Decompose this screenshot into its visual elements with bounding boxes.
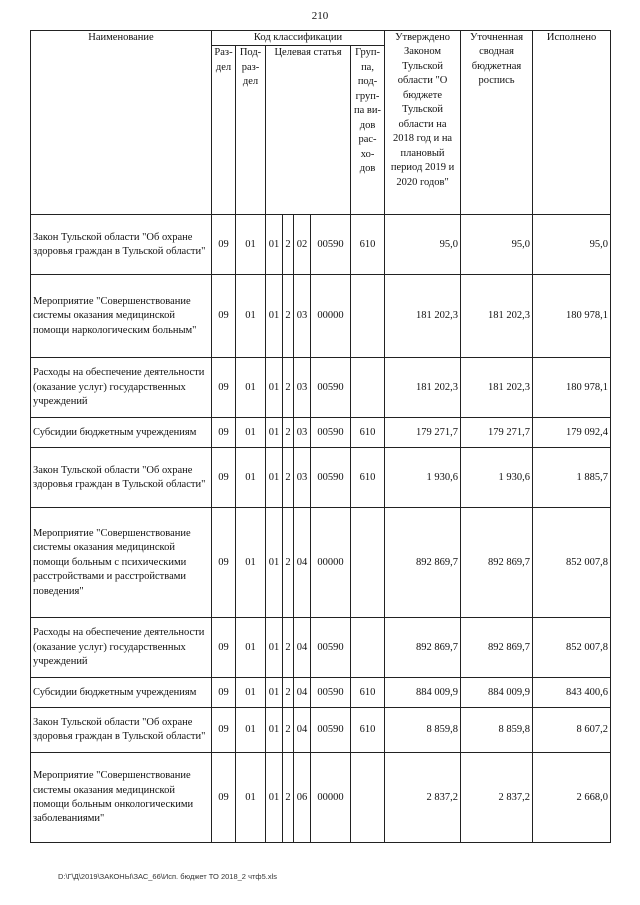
row-name: Расходы на обеспечение деятельности (оказание услуг) государственных учреждений	[31, 358, 212, 418]
row-name: Закон Тульской области "Об охране здоровья граждан в Тульской области"	[31, 448, 212, 508]
row-target-subprogram: 2	[283, 275, 294, 358]
row-executed: 179 092,4	[533, 418, 611, 448]
row-target-program: 01	[266, 508, 283, 618]
row-approved: 892 869,7	[385, 618, 461, 678]
row-executed: 180 978,1	[533, 275, 611, 358]
page-number: 210	[311, 10, 329, 22]
row-executed: 852 007,8	[533, 508, 611, 618]
row-refined: 179 271,7	[461, 418, 533, 448]
row-refined: 892 869,7	[461, 618, 533, 678]
row-target-direction: 00590	[311, 358, 351, 418]
row-executed: 8 607,2	[533, 708, 611, 753]
row-section: 09	[212, 753, 236, 843]
row-refined: 1 930,6	[461, 448, 533, 508]
row-target-event: 04	[294, 708, 311, 753]
row-refined: 181 202,3	[461, 275, 533, 358]
row-target-subprogram: 2	[283, 753, 294, 843]
row-expense-group: 610	[351, 678, 385, 708]
row-expense-group: 610	[351, 448, 385, 508]
row-name: Расходы на обеспечение деятельности (оказание услуг) государственных учреждений	[31, 618, 212, 678]
row-expense-group	[351, 753, 385, 843]
row-executed: 852 007,8	[533, 618, 611, 678]
table-row	[31, 418, 611, 448]
row-section: 09	[212, 618, 236, 678]
row-subsection: 01	[236, 215, 266, 275]
row-target-program: 01	[266, 753, 283, 843]
row-expense-group: 610	[351, 215, 385, 275]
header-expense-group: Груп-па, под-груп-па ви-дов рас-хо-дов	[351, 46, 385, 215]
header-section: Раз-дел	[212, 46, 236, 215]
row-subsection: 01	[236, 418, 266, 448]
row-approved: 181 202,3	[385, 358, 461, 418]
row-executed: 1 885,7	[533, 448, 611, 508]
row-approved: 884 009,9	[385, 678, 461, 708]
budget-execution-table	[30, 30, 611, 843]
row-subsection: 01	[236, 275, 266, 358]
row-name: Закон Тульской области "Об охране здоровья граждан в Тульской области"	[31, 215, 212, 275]
row-subsection: 01	[236, 358, 266, 418]
row-target-direction: 00590	[311, 678, 351, 708]
row-target-program: 01	[266, 678, 283, 708]
row-executed: 180 978,1	[533, 358, 611, 418]
table-row	[31, 508, 611, 618]
row-target-subprogram: 2	[283, 358, 294, 418]
row-section: 09	[212, 418, 236, 448]
row-name: Мероприятие "Совершенствование системы оказания медицинской помощи наркологическим больным"	[31, 275, 212, 358]
row-subsection: 01	[236, 448, 266, 508]
row-target-subprogram: 2	[283, 418, 294, 448]
table-row	[31, 215, 611, 275]
table-row	[31, 708, 611, 753]
row-target-event: 03	[294, 358, 311, 418]
header-executed: Исполнено	[533, 31, 611, 215]
row-approved: 2 837,2	[385, 753, 461, 843]
row-section: 09	[212, 708, 236, 753]
row-subsection: 01	[236, 753, 266, 843]
row-target-subprogram: 2	[283, 708, 294, 753]
row-target-direction: 00590	[311, 618, 351, 678]
row-refined: 2 837,2	[461, 753, 533, 843]
row-approved: 181 202,3	[385, 275, 461, 358]
row-target-subprogram: 2	[283, 448, 294, 508]
row-target-program: 01	[266, 708, 283, 753]
file-path-footer: D:\Г\Д\2019\ЗАКОНЫ\ЗАС_66\Исп. бюджет ТО 2018_2 чтф5.xls	[58, 872, 277, 881]
header-name: Наименование	[31, 31, 212, 215]
row-subsection: 01	[236, 508, 266, 618]
row-subsection: 01	[236, 678, 266, 708]
header-target-article: Целевая статья	[266, 46, 351, 215]
row-target-event: 03	[294, 275, 311, 358]
row-target-direction: 00590	[311, 215, 351, 275]
row-target-direction: 00000	[311, 275, 351, 358]
row-name: Субсидии бюджетным учреждениям	[31, 418, 212, 448]
header-refined: Уточненная сводная бюджетная роспись	[461, 31, 533, 215]
row-approved: 8 859,8	[385, 708, 461, 753]
row-refined: 884 009,9	[461, 678, 533, 708]
row-approved: 892 869,7	[385, 508, 461, 618]
row-expense-group	[351, 508, 385, 618]
row-target-event: 04	[294, 508, 311, 618]
row-target-event: 06	[294, 753, 311, 843]
row-refined: 181 202,3	[461, 358, 533, 418]
row-executed: 2 668,0	[533, 753, 611, 843]
row-target-subprogram: 2	[283, 508, 294, 618]
row-subsection: 01	[236, 708, 266, 753]
row-section: 09	[212, 215, 236, 275]
row-refined: 95,0	[461, 215, 533, 275]
row-name: Закон Тульской области "Об охране здоровья граждан в Тульской области"	[31, 708, 212, 753]
table-body	[31, 215, 611, 843]
header-subsection: Под-раз-дел	[236, 46, 266, 215]
row-approved: 95,0	[385, 215, 461, 275]
row-approved: 1 930,6	[385, 448, 461, 508]
table-row	[31, 618, 611, 678]
row-target-event: 03	[294, 448, 311, 508]
row-expense-group	[351, 618, 385, 678]
row-name: Мероприятие "Совершенствование системы оказания медицинской помощи больным онкологическими заболеваниями"	[31, 753, 212, 843]
row-target-event: 03	[294, 418, 311, 448]
row-refined: 8 859,8	[461, 708, 533, 753]
row-target-direction: 00590	[311, 708, 351, 753]
table-row	[31, 678, 611, 708]
row-target-program: 01	[266, 358, 283, 418]
row-target-event: 04	[294, 678, 311, 708]
row-section: 09	[212, 358, 236, 418]
row-section: 09	[212, 448, 236, 508]
header-classification-code: Код классификации	[212, 31, 385, 46]
row-section: 09	[212, 678, 236, 708]
row-refined: 892 869,7	[461, 508, 533, 618]
row-target-direction: 00000	[311, 753, 351, 843]
row-expense-group: 610	[351, 418, 385, 448]
row-target-program: 01	[266, 618, 283, 678]
header-approved: Утверждено Законом Тульской области "О бюджете Тульской области на 2018 год и на плановый период 2019 и 2020 годов"	[385, 31, 461, 215]
row-expense-group	[351, 358, 385, 418]
table-row	[31, 753, 611, 843]
row-target-subprogram: 2	[283, 678, 294, 708]
row-subsection: 01	[236, 618, 266, 678]
row-target-direction: 00590	[311, 418, 351, 448]
row-target-subprogram: 2	[283, 618, 294, 678]
row-section: 09	[212, 508, 236, 618]
table-row	[31, 275, 611, 358]
row-target-event: 02	[294, 215, 311, 275]
row-executed: 95,0	[533, 215, 611, 275]
row-name: Субсидии бюджетным учреждениям	[31, 678, 212, 708]
table-row	[31, 448, 611, 508]
row-expense-group	[351, 275, 385, 358]
row-target-program: 01	[266, 215, 283, 275]
row-target-program: 01	[266, 275, 283, 358]
row-approved: 179 271,7	[385, 418, 461, 448]
row-expense-group: 610	[351, 708, 385, 753]
row-name: Мероприятие "Совершенствование системы оказания медицинской помощи больным с психическими расстройствами и расстройствами поведения"	[31, 508, 212, 618]
row-section: 09	[212, 275, 236, 358]
table-row	[31, 358, 611, 418]
row-target-direction: 00000	[311, 508, 351, 618]
row-target-event: 04	[294, 618, 311, 678]
row-target-direction: 00590	[311, 448, 351, 508]
row-target-program: 01	[266, 418, 283, 448]
row-executed: 843 400,6	[533, 678, 611, 708]
row-target-subprogram: 2	[283, 215, 294, 275]
row-target-program: 01	[266, 448, 283, 508]
